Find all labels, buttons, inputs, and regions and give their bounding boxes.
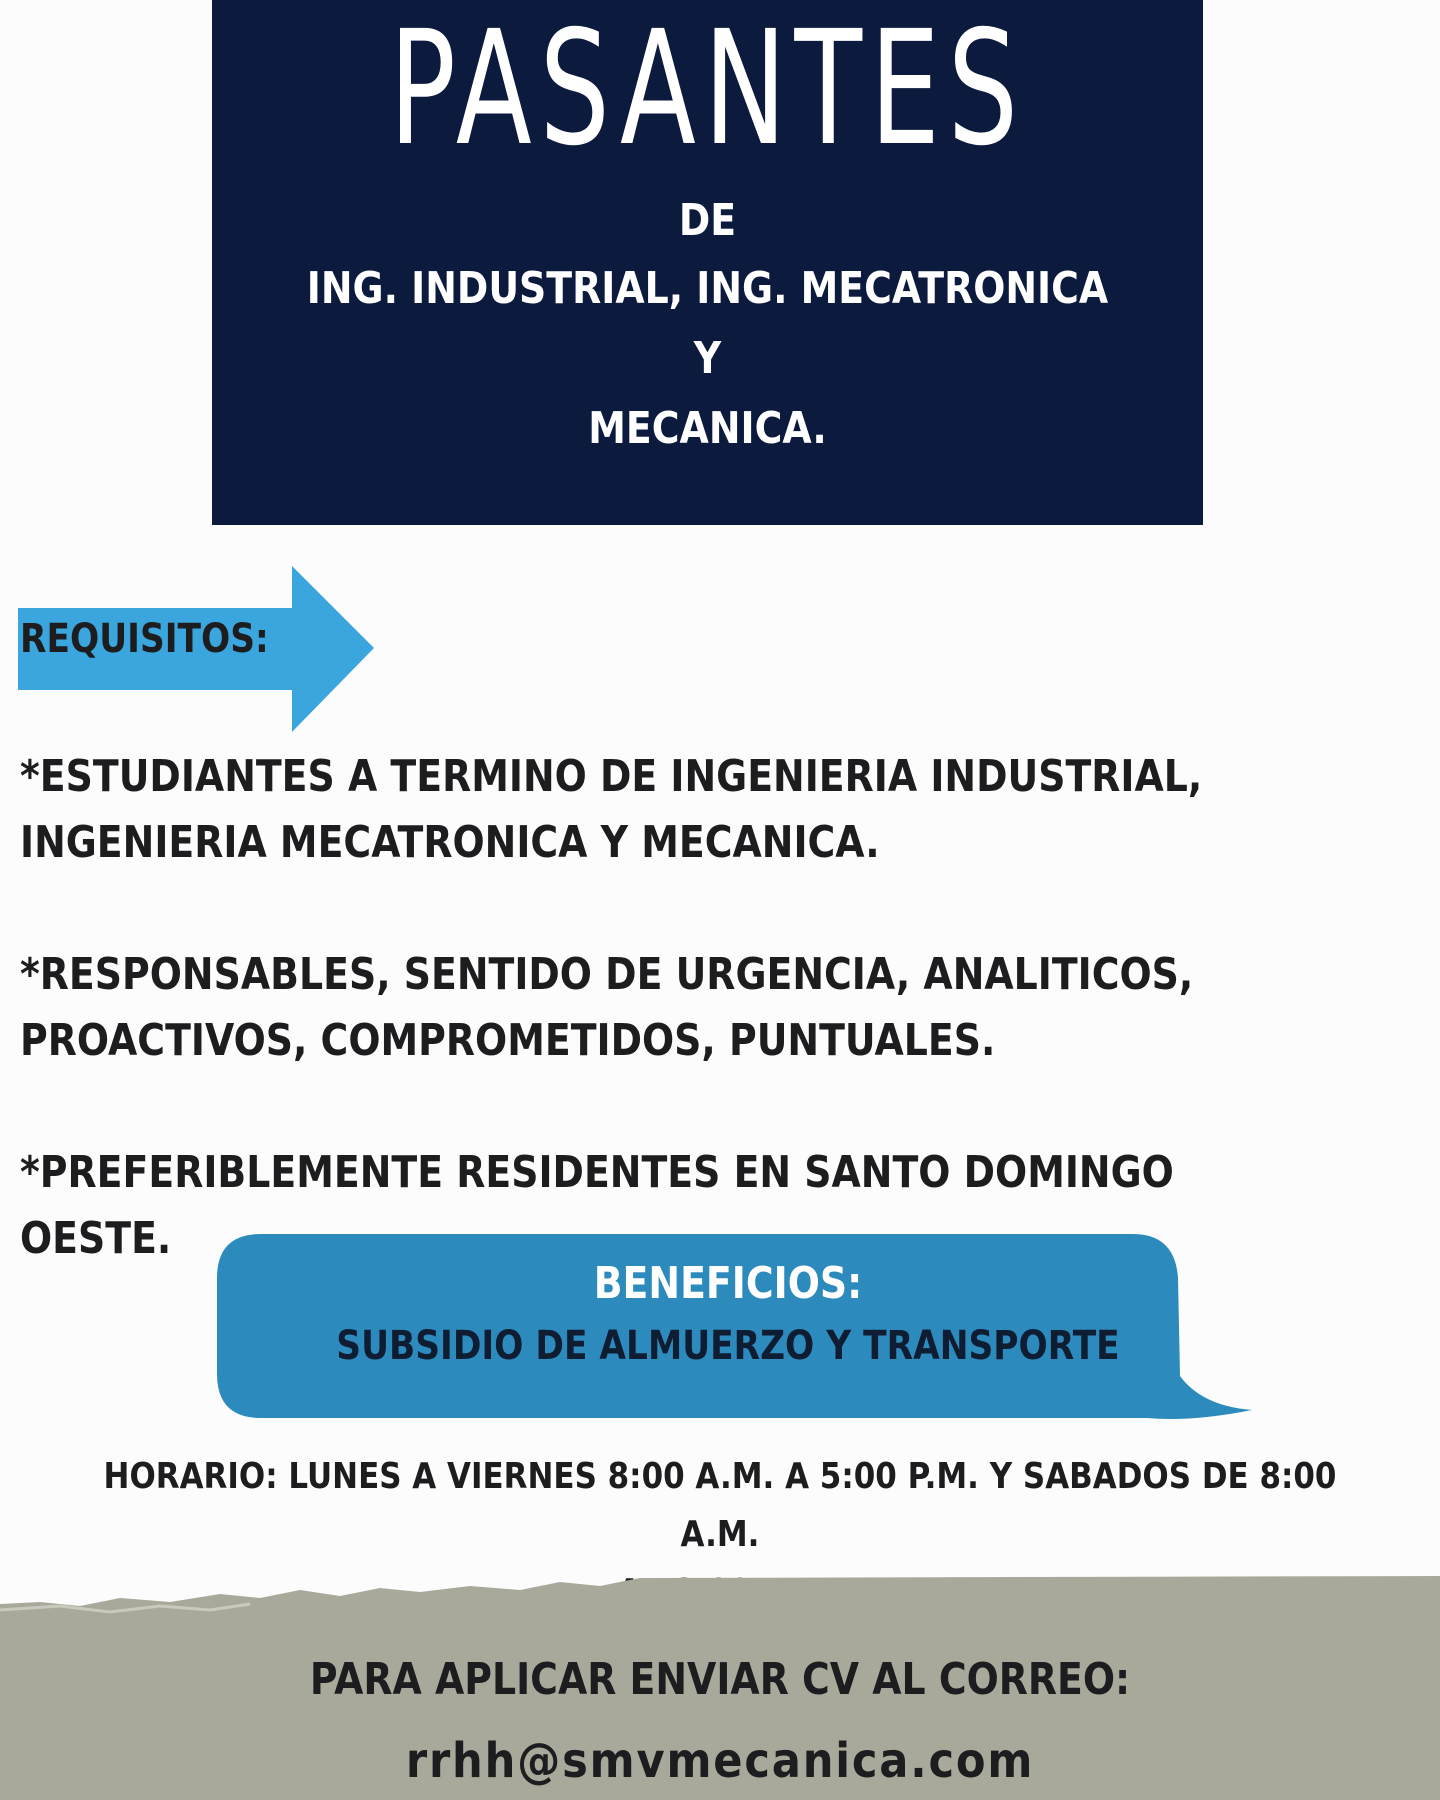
header-line-mecanica: MECANICA. bbox=[588, 403, 827, 454]
requirement-item: *ESTUDIANTES A TERMINO DE INGENIERIA INDUSTRIAL, INGENIERIA MECATRONICA Y MECANICA. bbox=[20, 751, 1203, 868]
requirement-item: *PREFERIBLEMENTE RESIDENTES EN SANTO DOMINGO OESTE. bbox=[20, 1147, 1174, 1264]
schedule-text: HORARIO: LUNES A VIERNES 8:00 A.M. A 5:00 P.M. Y SABADOS DE 8:00 A.M. bbox=[103, 1456, 1337, 1555]
apply-label: PARA APLICAR ENVIAR CV AL CORREO: bbox=[309, 1654, 1131, 1705]
requirement-item: *RESPONSABLES, SENTIDO DE URGENCIA, ANALITICOS, PROACTIVOS, COMPROMETIDOS, PUNTUALES. bbox=[20, 949, 1194, 1066]
header-line-careers: ING. INDUSTRIAL, ING. MECATRONICA bbox=[306, 263, 1109, 314]
requirements-label: REQUISITOS: bbox=[20, 616, 269, 662]
page-title: PASANTES bbox=[389, 0, 1026, 181]
header-line-y: Y bbox=[693, 333, 722, 384]
header-banner bbox=[212, 0, 1203, 525]
benefits-title: BENEFICIOS: bbox=[593, 1258, 863, 1309]
benefits-text: SUBSIDIO DE ALMUERZO Y TRANSPORTE bbox=[336, 1323, 1120, 1369]
email-link[interactable]: rrhh@smvmecanica.com bbox=[405, 1733, 1035, 1789]
header-line-de: DE bbox=[678, 195, 737, 246]
